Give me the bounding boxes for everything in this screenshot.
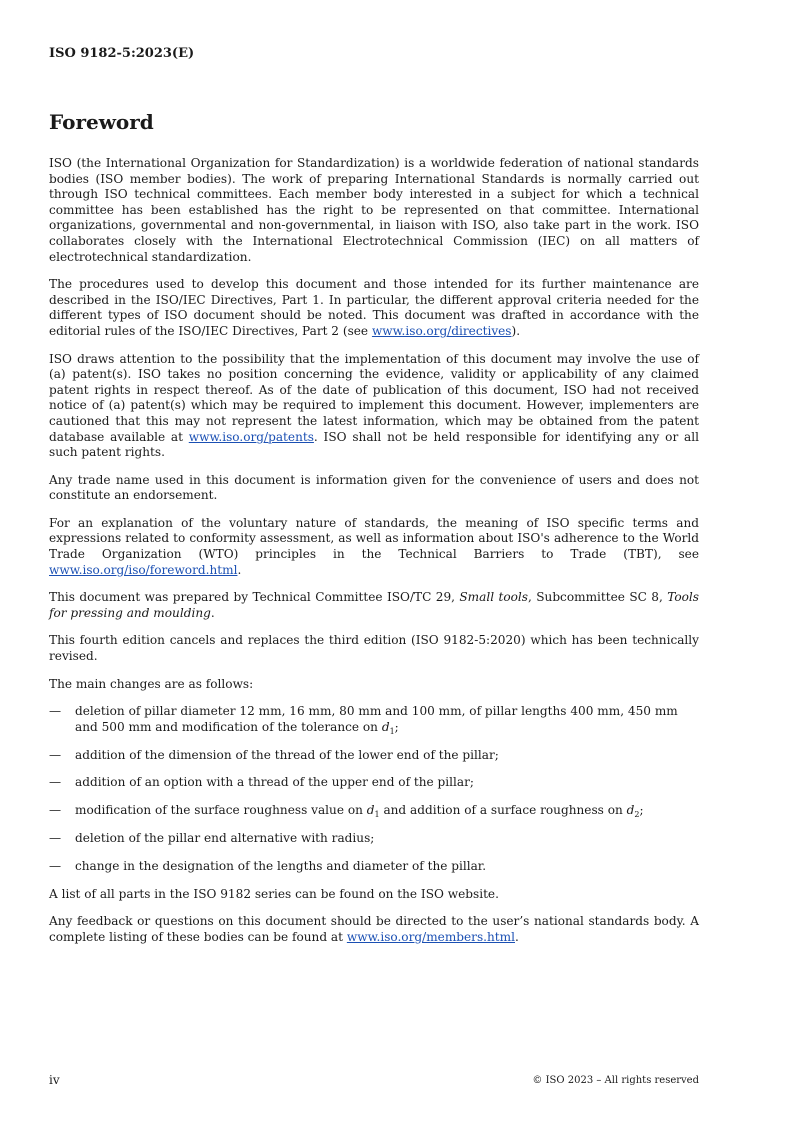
link-members[interactable]: www.iso.org/members.html [346,929,515,944]
document-body [49,156,699,957]
changes-list [49,704,699,874]
copyright-notice: © ISO 2023 – All rights reserved [532,1075,699,1086]
text: This document was prepared by Technical Committee ISO/TC 29, [49,590,460,605]
list-item [49,831,699,847]
text: ; [639,803,644,818]
paragraph-edition: This fourth edition cancels and replaces the third edition (ISO 9182-5:2020) which has been technically revised. [49,633,699,664]
text: . [237,562,242,577]
paragraph-series-list: A list of all parts in the ISO 9182 series can be found on the ISO website. [49,886,499,901]
subcommittee-name: Tools for pressing and moulding [49,590,699,620]
paragraph-committee [49,590,699,621]
variable: d [626,803,635,818]
text: ). [511,323,521,338]
text: For an explanation of the voluntary nature of standards, the meaning of ISO specific terms and expressions related to conformity assessment, as well as information about ISO's adherence to the World Trade Organization (WTO) principles in the Technical Barriers to Trade (TBT), see [49,515,699,562]
paragraph-voluntary-nature [49,516,699,578]
subscript: 1 [389,726,395,736]
list-item [49,859,699,875]
text: . [210,605,215,620]
text: deletion of pillar diameter 12 mm, 16 mm, 80 mm and 100 mm, of pillar lengths 400 mm, 450 mm and 500 mm and modification of the tolerance on [75,704,678,734]
text: change in the designation of the lengths and diameter of the pillar. [75,858,487,873]
text: addition of the dimension of the thread of the lower end of the pillar; [75,747,499,762]
text: modification of the surface roughness value on [75,803,367,818]
variable: d [366,803,375,818]
subscript: 1 [374,810,380,820]
dash: — [49,775,62,790]
page-number: iv [49,1073,60,1087]
text: Any feedback or questions on this document should be directed to the user’s national standards body. A complete listing of these bodies can be found at [49,914,699,944]
text: ; [394,719,399,734]
link-directives[interactable]: www.iso.org/directives [371,323,512,338]
subscript: 2 [634,810,640,820]
dash: — [49,803,62,818]
text: ISO draws attention to the possibility that the implementation of this document may involve the use of (a) patent(s). ISO takes no position concerning the evidence, validity or applicability of any claimed patent rights in respect thereof. As of the date of publication of this document, ISO had not received notice of (a) patent(s) which may be required to implement this document. However, implementers are cautioned that this may not represent the latest information, which may be obtained from the patent database available at [49,351,699,444]
text: addition of an option with a thread of the upper end of the pillar; [75,775,474,790]
variable: d [381,719,390,734]
text: . [515,929,519,944]
paragraph-feedback [49,914,699,945]
dash: — [49,830,62,845]
text: , Subcommittee SC 8, [528,590,668,605]
text: . ISO shall not be held responsible for identifying any or all such patent rights. [49,429,699,460]
text: and addition of a surface roughness on [379,803,627,818]
list-item [49,775,699,791]
paragraph-patents [49,352,699,461]
text: The procedures used to develop this document and those intended for its further maintenance are described in the ISO/IEC Directives, Part 1. In particular, the different approval criteria needed for the different types of ISO document should be noted. This document was drafted in accordance with the editorial rules of the ISO/IEC Directives, Part 2 (see [49,277,699,338]
document-id: ISO 9182-5:2023(E) [49,46,195,61]
dash: — [49,858,62,873]
text: deletion of the pillar end alternative with radius; [75,830,375,845]
committee-name: Small tools [459,590,528,605]
paragraph-iso-intro: ISO (the International Organization for Standardization) is a worldwide federation of national standards bodies (ISO member bodies). The work of preparing International Standards is normally carried out through ISO technical committees. Each member body interested in a subject for which a technical committee has been established has the right to be represented on that committee. International organizations, governmental and non-governmental, in liaison with ISO, also take part in the work. ISO collaborates closely with the International Electrotechnical Commission (IEC) on all matters of electrotechnical standardization. [49,156,699,264]
page-title: Foreword [49,110,154,134]
link-foreword[interactable]: www.iso.org/iso/foreword.html [49,562,238,577]
dash: — [49,704,62,719]
list-item [49,748,699,764]
dash: — [49,747,62,762]
list-item [49,704,699,735]
paragraph-trade-name: Any trade name used in this document is information given for the convenience of users and does not constitute an endorsement. [49,472,699,503]
link-patents[interactable]: www.iso.org/patents [188,429,314,444]
paragraph-main-changes: The main changes are as follows: [49,676,254,691]
paragraph-procedures [49,277,699,339]
list-item [49,803,699,819]
